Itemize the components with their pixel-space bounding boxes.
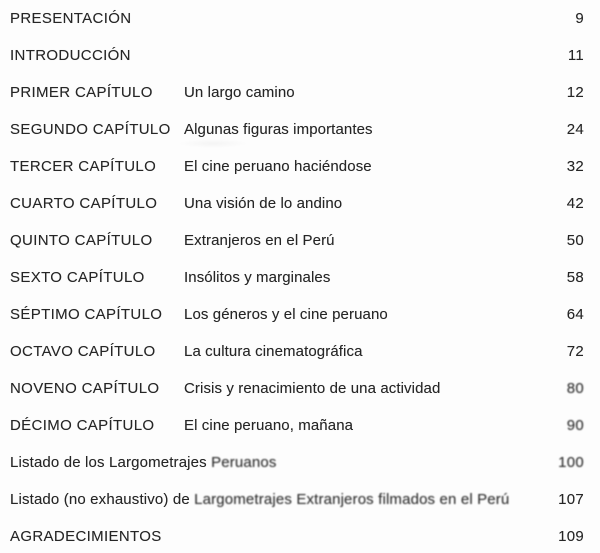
toc-entry-title: Una visión de lo andino (184, 195, 343, 212)
toc-entry-label (10, 454, 277, 471)
toc-entry-label (10, 343, 156, 360)
toc-row (10, 528, 584, 547)
toc-entry-label-text: AGRADECIMIENTOS (10, 528, 162, 545)
toc-entry-title: La cultura cinematográfica (184, 343, 363, 360)
toc-entry-page-number: 42 (566, 195, 584, 212)
toc-entry-title: El cine peruano haciéndose (184, 158, 372, 175)
toc-entry-page-number: 58 (566, 269, 584, 286)
toc-entry-label (10, 84, 153, 101)
toc-entry-page-number: 100 (558, 454, 584, 471)
toc-entry-label-text: SÉPTIMO CAPÍTULO (10, 306, 163, 323)
toc-entry-title: Los géneros y el cine peruano (184, 306, 388, 323)
toc-entry-label (10, 158, 156, 175)
toc-row (10, 195, 584, 214)
toc-entry-label-text: QUINTO CAPÍTULO (10, 232, 153, 249)
toc-entry-label (10, 10, 131, 27)
toc-entry-label (10, 232, 153, 249)
toc-entry-label (10, 306, 162, 323)
toc-entry-label-text: SEGUNDO CAPÍTULO (10, 121, 171, 138)
toc-entry-page-number: 107 (558, 491, 584, 508)
toc-entry-label-degraded-tail: Largometrajes Extranjeros filmados en el Perú (194, 491, 510, 508)
toc-entry-page-number: 24 (566, 121, 584, 138)
toc-entry-page-number: 12 (566, 84, 584, 101)
toc-row (10, 84, 584, 103)
toc-row (10, 121, 584, 140)
toc-entry-page-number: 9 (575, 10, 584, 27)
toc-entry-label (10, 269, 145, 286)
toc-entry-label (10, 47, 131, 64)
toc-row (10, 491, 584, 510)
toc-row (10, 380, 584, 399)
toc-row (10, 306, 584, 325)
toc-entry-title: Un largo camino (184, 84, 295, 101)
toc-entry-label-text: PRIMER CAPÍTULO (10, 84, 153, 101)
toc-entry-label (10, 491, 509, 508)
toc-entry-label-text: PRESENTACIÓN (10, 10, 132, 27)
toc-entry-label-text: DÉCIMO CAPÍTULO (10, 417, 155, 434)
toc-entry-title: Insólitos y marginales (184, 269, 331, 286)
toc-entry-label (10, 195, 157, 212)
toc-row (10, 417, 584, 436)
toc-entry-label-text: Listado de los Largometrajes (10, 454, 212, 471)
toc-entry-title: Algunas figuras importantes (184, 121, 373, 138)
toc-entry-page-number: 109 (558, 528, 584, 545)
toc-entry-label-text: INTRODUCCIÓN (10, 47, 131, 64)
toc-entry-label-text: Listado (no exhaustivo) de (10, 491, 195, 508)
toc-entry-title: Crisis y renacimiento de una actividad (184, 380, 441, 397)
toc-entry-page-number: 90 (566, 417, 584, 434)
toc-entry-page-number: 50 (566, 232, 584, 249)
toc-row (10, 269, 584, 288)
toc-row (10, 158, 584, 177)
toc-entry-title: Extranjeros en el Perú (184, 232, 335, 249)
toc-entry-page-number: 11 (567, 47, 584, 64)
toc-entry-label-text: CUARTO CAPÍTULO (10, 195, 158, 212)
toc-entry-label-text: SEXTO CAPÍTULO (10, 269, 145, 286)
toc-row (10, 232, 584, 251)
scan-smudge-artifact (178, 139, 248, 148)
toc-row (10, 10, 584, 29)
toc-entry-label (10, 380, 159, 397)
toc-row (10, 343, 584, 362)
toc-entry-label (10, 528, 162, 545)
toc-entry-label-degraded-tail: Peruanos (211, 454, 277, 471)
toc-entry-page-number: 64 (566, 306, 584, 323)
toc-row (10, 47, 584, 66)
toc-row (10, 454, 584, 473)
toc-entry-label (10, 417, 154, 434)
toc-entry-title: El cine peruano, mañana (184, 417, 354, 434)
toc-entry-label-text: OCTAVO CAPÍTULO (10, 343, 156, 360)
toc-entry-page-number: 80 (566, 380, 584, 397)
toc-entry-label-text: TERCER CAPÍTULO (10, 158, 157, 175)
toc-entry-label (10, 121, 171, 138)
toc-entry-page-number: 32 (566, 158, 584, 175)
toc-entry-page-number: 72 (566, 343, 584, 360)
toc-entry-label-text: NOVENO CAPÍTULO (10, 380, 160, 397)
